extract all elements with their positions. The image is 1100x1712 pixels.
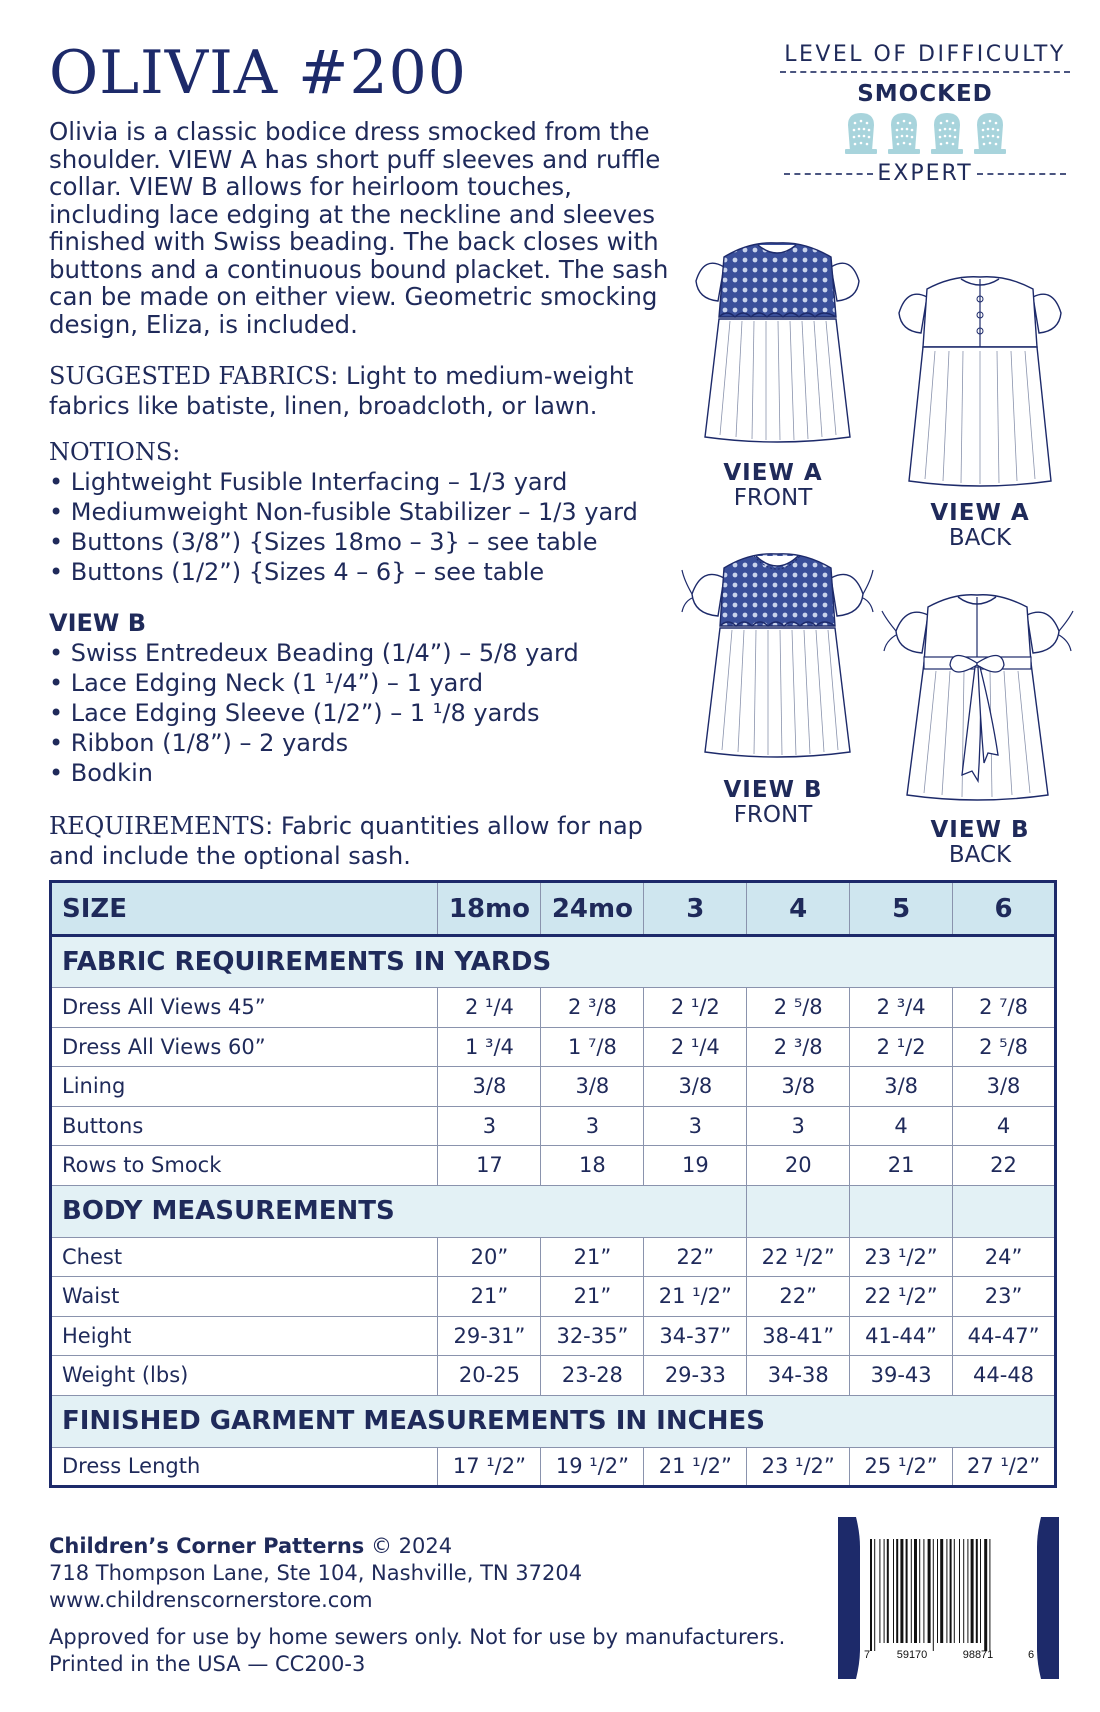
table-cell: 1 ⁷/8 — [541, 1027, 644, 1067]
barcode-bar — [928, 1539, 931, 1643]
difficulty-rating: EXPERT — [780, 161, 1070, 186]
table-cell: 34-38 — [747, 1356, 850, 1396]
table-cell: 21” — [438, 1277, 541, 1317]
table-cell: 3/8 — [850, 1067, 953, 1107]
table-cell: 21” — [541, 1277, 644, 1317]
list-item: • Lace Edging Neck (1 ¹/4”) – 1 yard — [49, 669, 484, 697]
table-cell: 44-47” — [953, 1316, 1056, 1356]
finished-heading-row — [51, 1395, 1056, 1447]
dress-view-a-back-illustration — [895, 265, 1065, 495]
table-cell: 22 — [953, 1146, 1056, 1186]
table-cell: 23-28 — [541, 1356, 644, 1396]
thimble-icon — [885, 111, 923, 155]
table-cell: 4 — [850, 1106, 953, 1146]
table-cell: 29-31” — [438, 1316, 541, 1356]
row-label: Chest — [51, 1237, 438, 1277]
table-row — [51, 1067, 1056, 1107]
list-item: • Mediumweight Non-fusible Stabilizer – 1/3 yard — [49, 498, 638, 526]
approval-note: Approved for use by home sewers only. Not for use by manufacturers. — [49, 1625, 786, 1649]
table-cell: 2 ¹/4 — [438, 988, 541, 1028]
requirements-table — [49, 880, 1057, 1488]
website-link[interactable]: www.childrenscornerstore.com — [49, 1588, 373, 1612]
dress-view-a-front-illustration — [690, 225, 865, 450]
finished-measurements-heading: FINISHED GARMENT MEASUREMENTS IN INCHES — [51, 1395, 1056, 1447]
size-header-label: SIZE — [51, 882, 438, 936]
table-cell: 3 — [541, 1106, 644, 1146]
barcode-bar — [933, 1539, 934, 1651]
table-row — [51, 1447, 1056, 1487]
thimble-rating — [780, 111, 1070, 155]
body-measurements-heading: BODY MEASUREMENTS — [51, 1185, 747, 1237]
suggested-fabrics-label: SUGGESTED FABRICS — [49, 362, 331, 390]
table-cell: 3/8 — [541, 1067, 644, 1107]
table-cell: 2 ³/8 — [541, 988, 644, 1028]
table-cell: 18 — [541, 1146, 644, 1186]
table-row — [51, 1277, 1056, 1317]
barcode-bar — [984, 1539, 987, 1651]
table-cell: 3/8 — [953, 1067, 1056, 1107]
barcode-bar — [914, 1539, 917, 1643]
table-cell: 25 ¹/2” — [850, 1447, 953, 1487]
barcode-bar — [967, 1539, 968, 1643]
barcode-digits: 59170 — [896, 1649, 928, 1661]
barcode-digit: 6 — [1028, 1649, 1035, 1661]
notions-heading: NOTIONS: — [49, 438, 181, 466]
table-cell: 3/8 — [747, 1067, 850, 1107]
size-header-cell: 3 — [644, 882, 747, 936]
barcode-bar — [900, 1539, 903, 1643]
table-row — [51, 1356, 1056, 1396]
pattern-title: OLIVIA #200 — [49, 38, 467, 108]
intro-paragraph: Olivia is a classic bodice dress smocked from the shoulder. VIEW A has short puff sleeves and ruffle collar. VIEW B allows for heirloom touches, including lace edging at the neckline and sleeves finished with Swiss beading. The back closes with buttons and a continuous bound placket. The sash can be made on either view. Geometric smocking design, Eliza, is included. — [49, 117, 669, 339]
size-header-cell: 5 — [850, 882, 953, 936]
table-cell: 22” — [747, 1277, 850, 1317]
list-item: • Ribbon (1/8”) – 2 yards — [49, 729, 349, 757]
barcode-bar — [887, 1539, 889, 1643]
thimble-icon — [928, 111, 966, 155]
table-cell: 21 ¹/2” — [644, 1447, 747, 1487]
list-item: • Buttons (3/8”) {Sizes 18mo – 3} – see table — [49, 528, 598, 556]
table-row — [51, 1146, 1056, 1186]
barcode-bar — [980, 1539, 981, 1643]
table-cell: 23 ¹/2” — [747, 1447, 850, 1487]
table-cell: 2 ⁷/8 — [953, 988, 1056, 1028]
table-cell: 21 ¹/2” — [644, 1277, 747, 1317]
list-item: • Lace Edging Sleeve (1/2”) – 1 ¹/8 yards — [49, 699, 540, 727]
address: 718 Thompson Lane, Ste 104, Nashville, TN 37204 — [49, 1561, 583, 1585]
barcode-bar — [976, 1539, 978, 1643]
table-cell: 2 ⁵/8 — [953, 1027, 1056, 1067]
barcode-bar — [937, 1539, 938, 1643]
table-cell: 34-37” — [644, 1316, 747, 1356]
view-a-back-label: VIEW A BACK — [930, 500, 1030, 551]
suggested-fabrics — [49, 361, 689, 421]
table-cell: 44-48 — [953, 1356, 1056, 1396]
barcode-digit: 7 — [864, 1649, 871, 1661]
dress-view-b-front-illustration — [680, 540, 875, 765]
size-header-cell: 24mo — [541, 882, 644, 936]
table-cell: 32-35” — [541, 1316, 644, 1356]
difficulty-block — [780, 42, 1070, 186]
row-label: Dress Length — [51, 1447, 438, 1487]
requirements-label: REQUIREMENTS — [49, 812, 266, 840]
table-row — [51, 1316, 1056, 1356]
table-cell: 2 ³/4 — [850, 988, 953, 1028]
difficulty-level: SMOCKED — [857, 81, 993, 107]
list-item: • Bodkin — [49, 759, 153, 787]
barcode-bar — [919, 1539, 920, 1643]
view-b-front-label: VIEW B FRONT — [723, 777, 823, 828]
barcode — [838, 1517, 1059, 1679]
row-label: Waist — [51, 1277, 438, 1317]
table-cell: 22 ¹/2” — [850, 1277, 953, 1317]
barcode-bar — [884, 1539, 885, 1643]
size-header-cell: 18mo — [438, 882, 541, 936]
row-label: Lining — [51, 1067, 438, 1107]
barcode-bar — [870, 1539, 872, 1651]
table-cell: 2 ³/8 — [747, 1027, 850, 1067]
barcode-bar — [954, 1539, 955, 1643]
barcode-bar — [989, 1539, 990, 1651]
size-header-cell: 4 — [747, 882, 850, 936]
table-cell: 3 — [644, 1106, 747, 1146]
copyright: © 2024 — [364, 1534, 453, 1558]
row-label: Height — [51, 1316, 438, 1356]
table-cell: 23” — [953, 1277, 1056, 1317]
row-label: Dress All Views 60” — [51, 1027, 438, 1067]
table-cell: 3 — [747, 1106, 850, 1146]
table-cell: 23 ¹/2” — [850, 1237, 953, 1277]
table-row — [51, 1237, 1056, 1277]
dress-view-b-back-illustration — [880, 585, 1075, 810]
view-b-back-label: VIEW B BACK — [930, 817, 1030, 868]
row-label: Rows to Smock — [51, 1146, 438, 1186]
barcode-bar — [906, 1539, 908, 1643]
notions-list — [49, 467, 638, 587]
thimble-icon — [842, 111, 880, 155]
table-cell: 21” — [541, 1237, 644, 1277]
table-cell: 41-44” — [850, 1316, 953, 1356]
table-cell: 39-43 — [850, 1356, 953, 1396]
table-cell: 29-33 — [644, 1356, 747, 1396]
table-cell: 21 — [850, 1146, 953, 1186]
row-label: Dress All Views 45” — [51, 988, 438, 1028]
requirements-text: : Fabric quantities allow for nap and include the optional sash. — [49, 812, 643, 870]
list-item: • Swiss Entredeux Beading (1/4”) – 5/8 yard — [49, 639, 579, 667]
difficulty-label: LEVEL OF DIFFICULTY — [780, 42, 1070, 73]
company-name: Children’s Corner Patterns — [49, 1534, 365, 1558]
barcode-bar — [874, 1539, 875, 1651]
row-label: Buttons — [51, 1106, 438, 1146]
fabric-heading-row — [51, 936, 1056, 988]
table-row — [51, 988, 1056, 1028]
barcode-bar — [896, 1539, 898, 1643]
barcode-bar — [963, 1539, 964, 1643]
table-cell: 1 ³/4 — [438, 1027, 541, 1067]
table-cell: 27 ¹/2” — [953, 1447, 1056, 1487]
printed-note: Printed in the USA — CC200-3 — [49, 1652, 366, 1676]
table-cell: 2 ¹/2 — [850, 1027, 953, 1067]
row-label: Weight (lbs) — [51, 1356, 438, 1396]
barcode-bar — [923, 1539, 924, 1643]
view-b-heading: VIEW B — [49, 609, 147, 637]
table-row — [51, 1106, 1056, 1146]
size-header-row — [51, 882, 1056, 936]
table-cell — [953, 1185, 1056, 1237]
barcode-bar — [893, 1539, 894, 1643]
barcode-bar — [946, 1539, 947, 1643]
view-b-list — [49, 638, 579, 788]
barcode-bar — [911, 1539, 912, 1643]
table-cell: 17 ¹/2” — [438, 1447, 541, 1487]
list-item: • Buttons (1/2”) {Sizes 4 – 6} – see table — [49, 558, 545, 586]
table-cell: 20-25 — [438, 1356, 541, 1396]
table-cell: 24” — [953, 1237, 1056, 1277]
table-cell: 19 ¹/2” — [541, 1447, 644, 1487]
barcode-bar — [959, 1539, 960, 1643]
footer — [49, 1533, 785, 1678]
table-cell — [747, 1185, 850, 1237]
barcode-bar — [940, 1539, 943, 1643]
table-cell: 2 ⁵/8 — [747, 988, 850, 1028]
table-cell: 3/8 — [438, 1067, 541, 1107]
size-header-cell: 6 — [953, 882, 1056, 936]
view-b-section — [49, 608, 579, 788]
view-a-front-label: VIEW A FRONT — [723, 460, 823, 511]
requirements-note — [49, 811, 689, 871]
notions-section — [49, 437, 638, 587]
table-row — [51, 1027, 1056, 1067]
table-cell: 20 — [747, 1146, 850, 1186]
table-cell: 2 ¹/2 — [644, 988, 747, 1028]
table-cell — [850, 1185, 953, 1237]
body-heading-row — [51, 1185, 1056, 1237]
barcode-digits: 98871 — [962, 1649, 994, 1661]
table-cell: 3 — [438, 1106, 541, 1146]
list-item: • Lightweight Fusible Interfacing – 1/3 yard — [49, 468, 568, 496]
table-cell: 20” — [438, 1237, 541, 1277]
table-cell: 19 — [644, 1146, 747, 1186]
copyright-line — [49, 1533, 785, 1560]
table-cell: 3/8 — [644, 1067, 747, 1107]
barcode-bar — [971, 1539, 974, 1643]
table-cell: 2 ¹/4 — [644, 1027, 747, 1067]
barcode-bar — [950, 1539, 952, 1643]
table-cell: 22” — [644, 1237, 747, 1277]
thimble-icon — [971, 111, 1009, 155]
barcode-bar — [879, 1539, 880, 1643]
table-cell: 4 — [953, 1106, 1056, 1146]
fabric-requirements-heading: FABRIC REQUIREMENTS IN YARDS — [51, 936, 1056, 988]
table-cell: 17 — [438, 1146, 541, 1186]
table-cell: 22 ¹/2” — [747, 1237, 850, 1277]
table-cell: 38-41” — [747, 1316, 850, 1356]
suggested-fabrics-text: : Light to medium-weight fabrics like batiste, linen, broadcloth, or lawn. — [49, 362, 634, 420]
